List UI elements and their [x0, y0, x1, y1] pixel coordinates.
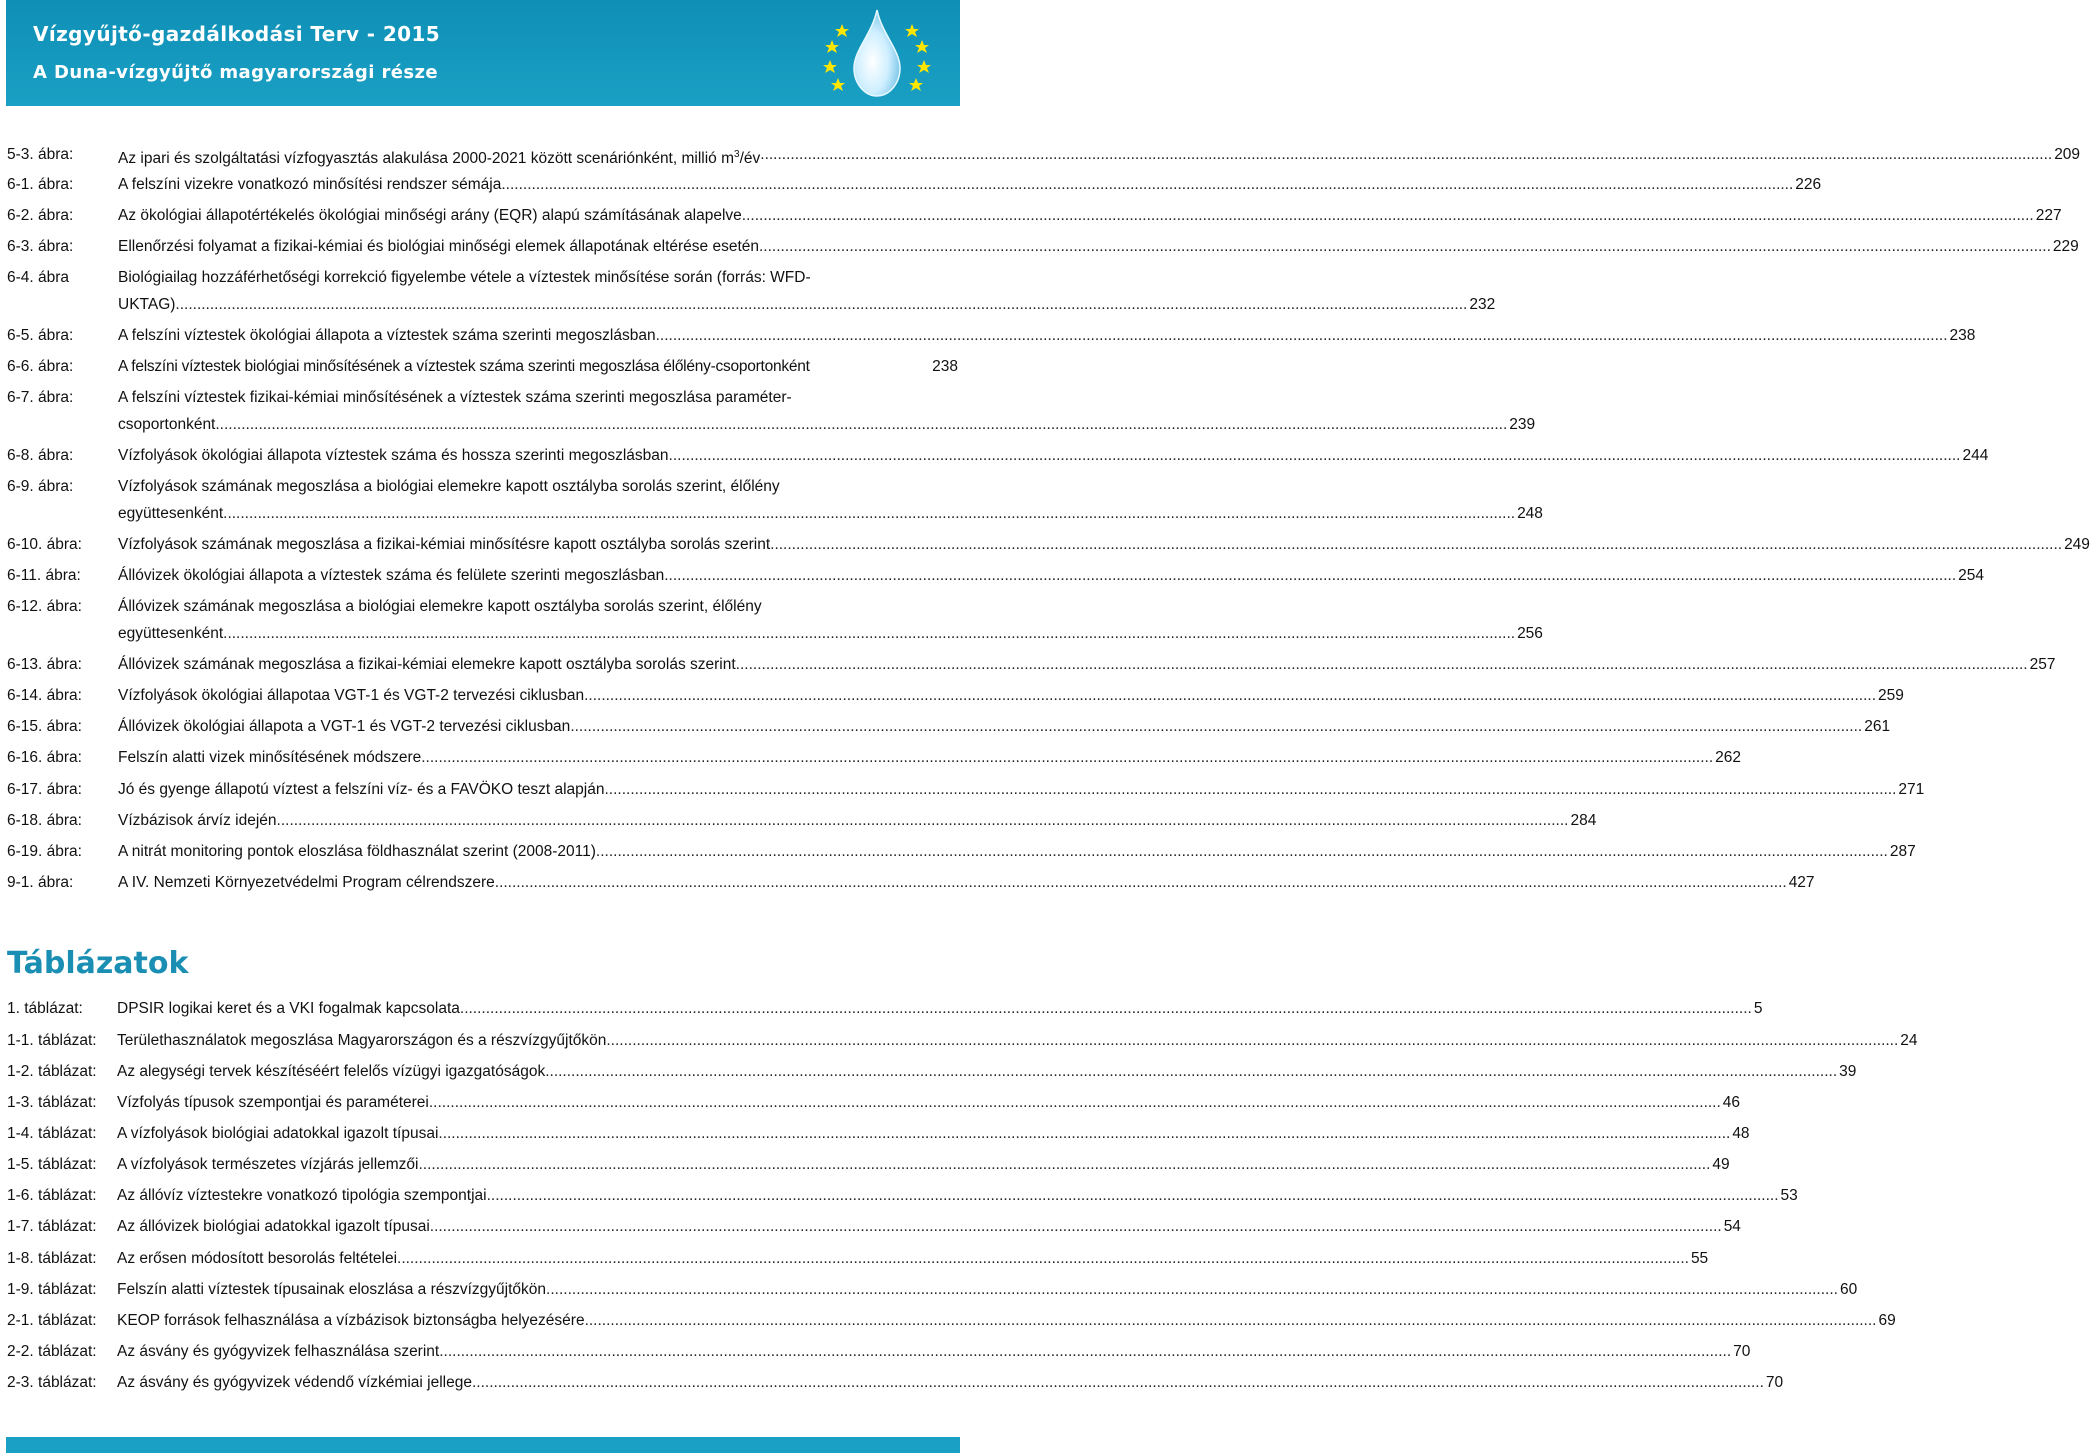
figure-entry-title: Állóvizek ökológiai állapota a víztestek száma és felülete szerinti megoszlásban — [118, 567, 665, 584]
figure-entry-page: 209 — [2054, 146, 2081, 163]
table-entry-title-line — [117, 1214, 1741, 1240]
figure-entry-label: 6-7. ábra: — [7, 389, 74, 406]
figure-entry-leader: ............................................................................................................................................................................................................................................................................................................ — [741, 207, 2034, 224]
table-entry-leader: ............................................................................................................................................................................................................................................................................................................ — [546, 1281, 1838, 1298]
table-entry-label: 1-4. táblázat: — [7, 1125, 97, 1142]
figure-entry-title-line — [118, 777, 1925, 803]
figure-entry-leader: ............................................................................................................................................................................................................................................................................................................ — [276, 812, 1569, 829]
table-entry-label: 1-8. táblázat: — [7, 1250, 97, 1267]
table-entry-page: 69 — [1878, 1312, 1896, 1329]
table-entry-title-line — [117, 1059, 1857, 1085]
figure-entry-page: 262 — [1715, 749, 1742, 766]
figure-entry-title: A nitrát monitoring pontok eloszlása földhasználat szerint (2008-2011) — [118, 843, 596, 860]
table-entry-page: 55 — [1690, 1250, 1709, 1267]
figure-entry-page: 256 — [1517, 625, 1543, 642]
figure-entry-page: 257 — [2029, 656, 2056, 673]
figure-entry-title-line — [118, 683, 1904, 709]
figure-entry-page: 239 — [1509, 416, 1536, 433]
figure-entry-page: 226 — [1795, 176, 1822, 193]
table-entry-title: Az állóvíz víztestekre vonatkozó tipológia szempontjai — [117, 1187, 487, 1204]
figure-entry-title: A felszíni vizekre vonatkozó minősítési rendszer sémája — [118, 176, 502, 193]
figure-entry-label: 6-12. ábra: — [7, 598, 82, 615]
figure-entry-label: 6-14. ábra: — [7, 687, 82, 704]
figure-entry-label: 6-18. ábra: — [7, 812, 82, 829]
table-entry-leader: ............................................................................................................................................................................................................................................................................................................ — [471, 1374, 1764, 1391]
figure-entry-page: 427 — [1788, 874, 1815, 891]
figure-entry-label: 6-6. ábra: — [7, 358, 74, 375]
figure-entry-label: 5-3. ábra: — [7, 146, 74, 163]
table-entry-label: 2-1. táblázat: — [7, 1312, 97, 1329]
figure-entry-title-line — [118, 142, 2081, 172]
table-entry-title: Területhasználatok megoszlása Magyarországon és a részvízgyűjtőkön — [117, 1032, 607, 1049]
table-entry-title-line — [117, 1028, 1918, 1054]
table-entry-title-line — [117, 1183, 1798, 1209]
table-entry-title-line — [117, 1090, 1741, 1116]
page-footer-bar — [6, 1437, 960, 1453]
figure-entry-label: 6-17. ábra: — [7, 781, 82, 798]
figure-entry-leader: ............................................................................................................................................................................................................................................................................................................ — [223, 505, 1516, 522]
figure-entry-title: A felszíni víztestek biológiai minősítésének a víztestek száma szerinti megoszlása élőlény-csoportonként — [118, 358, 810, 375]
figure-entry-leader: ............................................................................................................................................................................................................................................................................................................ — [604, 781, 1897, 798]
table-entry-title: Az alegységi tervek készítéséért felelős vízügyi igazgatóságok — [117, 1063, 546, 1080]
figure-entry-page: 232 — [1469, 296, 1496, 313]
table-entry-title: A vízfolyások természetes vízjárás jellemzői — [117, 1156, 419, 1173]
figure-entry-leader: ............................................................................................................................................................................................................................................................................................................ — [655, 327, 1948, 344]
figure-entry-title-line — [118, 745, 1742, 771]
figure-entry-title: Állóvizek számának megoszlása a biológiai elemekre kapott osztályba sorolás szerint, élőlény — [118, 598, 762, 615]
table-entry-title-line — [117, 1152, 1730, 1178]
table-entry-label: 2-2. táblázat: — [7, 1343, 97, 1360]
figure-entry-page: 259 — [1878, 687, 1904, 704]
table-entry-label: 2-3. táblázat: — [7, 1374, 97, 1391]
table-entry-title: Az állóvizek biológiai adatokkal igazolt típusai — [117, 1218, 430, 1235]
figure-entry-leader: ............................................................................................................................................................................................................................................................................................................ — [223, 625, 1516, 642]
figure-entry-title-continued: UKTAG) — [118, 296, 176, 313]
figure-entry-title-line — [118, 714, 1891, 740]
water-drop-eu-stars-logo — [802, 4, 952, 102]
table-entry-title: Az erősen módosított besorolás feltételei — [117, 1250, 398, 1267]
table-entry-page: 46 — [1722, 1094, 1741, 1111]
table-entry-title-line — [117, 1246, 1709, 1272]
figure-entry-title-line — [118, 323, 1976, 349]
figure-entry-page: 249 — [2064, 536, 2090, 553]
figure-entry-title: Az ökológiai állapotértékelés ökológiai minőségi arány (EQR) alapú számításának alapelve — [118, 207, 742, 224]
table-entry-page: 54 — [1723, 1218, 1741, 1235]
table-entry-label: 1-1. táblázat: — [7, 1032, 97, 1049]
figure-entry-page: 229 — [2052, 238, 2079, 255]
figure-entry-title-line — [118, 354, 958, 380]
figure-entry-title-line — [118, 412, 1536, 438]
tables-section-title: Táblázatok — [7, 946, 189, 981]
table-entry-page: 48 — [1732, 1125, 1750, 1142]
figure-entry-title-line — [118, 203, 2062, 229]
figure-entry-title: Vízbázisok árvíz idején — [118, 812, 277, 829]
table-entry-title-line — [117, 1121, 1750, 1147]
figure-entry-title-line — [118, 172, 1822, 198]
figure-entry-leader: ............................................................................................................................................................................................................................................................................................................ — [664, 567, 1957, 584]
figure-entry-label: 6-13. ábra: — [7, 656, 82, 673]
table-entry-leader: ............................................................................................................................................................................................................................................................................................................ — [459, 1000, 1752, 1017]
figure-entry-label: 6-9. ábra: — [7, 478, 74, 495]
table-entry-title: A vízfolyások biológiai adatokkal igazolt típusai — [117, 1125, 439, 1142]
table-entry-label: 1. táblázat: — [7, 1000, 83, 1017]
header-title: Vízgyűjtő-gazdálkodási Terv - 2015 — [33, 22, 441, 46]
table-entry-page: 24 — [1900, 1032, 1918, 1049]
table-entry-leader: ............................................................................................................................................................................................................................................................................................................ — [418, 1156, 1711, 1173]
figure-entry-page: 227 — [2035, 207, 2062, 224]
figure-entry-title-continued: csoportonként — [118, 416, 216, 433]
figure-entry-title: Vízfolyások számának megoszlása a biológiai elemekre kapott osztályba sorolás szerint, élőlény — [118, 478, 780, 495]
figure-entry-title: Állóvizek ökológiai állapota a VGT-1 és VGT-2 tervezési ciklusban — [118, 718, 571, 735]
table-entry-leader: ............................................................................................................................................................................................................................................................................................................ — [428, 1094, 1721, 1111]
figure-entry-title: A felszíni víztestek ökológiai állapota a víztestek száma szerinti megoszlásban — [118, 327, 656, 344]
figure-entry-title-line — [118, 839, 1916, 865]
table-entry-page: 60 — [1839, 1281, 1858, 1298]
figure-entry-leader: ............................................................................................................................................................................................................................................................................................................ — [668, 447, 1961, 464]
figure-entry-leader: ............................................................................................................................................................................................................................................................................................................ — [494, 874, 1787, 891]
table-entry-page: 5 — [1753, 1000, 1763, 1017]
table-entry-title-line — [117, 1308, 1896, 1334]
table-entry-leader: ............................................................................................................................................................................................................................................................................................................ — [486, 1187, 1779, 1204]
table-entry-title: Vízfolyás típusok szempontjai és paraméterei — [117, 1094, 429, 1111]
table-entry-title: DPSIR logikai keret és a VKI fogalmak kapcsolata — [117, 1000, 460, 1017]
figure-entry-title: Biológiailag hozzáférhetőségi korrekció figyelembe vétele a víztestek minősítése során (forrás: WFD- — [118, 269, 811, 286]
table-entry-leader: ............................................................................................................................................................................................................................................................................................................ — [584, 1312, 1877, 1329]
figure-entry-title-line — [118, 501, 1543, 527]
figure-entry-page: 284 — [1570, 812, 1597, 829]
figure-entry-label: 6-3. ábra: — [7, 238, 74, 255]
figure-entry-label: 6-15. ábra: — [7, 718, 82, 735]
table-entry-leader: ............................................................................................................................................................................................................................................................................................................ — [397, 1250, 1689, 1267]
figure-entry-title-line — [118, 621, 1543, 647]
table-entry-title-line — [117, 1277, 1858, 1303]
header-subtitle: A Duna-vízgyűjtő magyarországi része — [33, 62, 438, 83]
figure-entry-superscript: 3 — [734, 149, 740, 160]
figure-entry-title: Jó és gyenge állapotú víztest a felszíni víz- és a FAVÖKO teszt alapján — [118, 781, 605, 798]
table-entry-leader: ............................................................................................................................................................................................................................................................................................................ — [606, 1032, 1899, 1049]
figure-entry-label: 6-11. ábra: — [7, 567, 81, 584]
figure-entry-title-line — [118, 532, 2090, 558]
figure-entry-title: Vízfolyások ökológiai állapota víztestek száma és hossza szerinti megoszlásban — [118, 447, 669, 464]
figure-entry-title: Vízfolyások számának megoszlása a fizikai-kémiai minősítésre kapott osztályba sorolás szerint — [118, 536, 771, 553]
figure-entry-title-line — [118, 234, 2079, 260]
table-entry-label: 1-2. táblázat: — [7, 1063, 97, 1080]
figure-entry-title-line — [118, 652, 2056, 678]
figure-entry-leader: ............................................................................................................................................................................................................................................................................................................ — [175, 296, 1468, 313]
figure-entry-leader: ............................................................................................................................................................................................................................................................................................................ — [735, 656, 2028, 673]
figure-entry-page: 248 — [1517, 505, 1543, 522]
table-entry-label: 1-6. táblázat: — [7, 1187, 97, 1204]
table-entry-title-line — [117, 996, 1763, 1022]
figure-entry-title-line — [118, 808, 1597, 834]
figure-entry-title: Ellenőrzési folyamat a fizikai-kémiai és biológiai minőségi elemek állapotának eltérése esetén — [118, 238, 759, 255]
figure-entry-leader: ............................................................................................................................................................................................................................................................................................................ — [595, 843, 1888, 860]
figure-entry-title-continued: együttesenként — [118, 625, 224, 642]
figure-entry-leader: ............................................................................................................................................................................................................................................................................................................ — [501, 176, 1794, 193]
table-entry-page: 70 — [1733, 1343, 1751, 1360]
figure-entry-title: Állóvizek számának megoszlása a fizikai-kémiai elemekre kapott osztályba sorolás szerint — [118, 656, 736, 673]
figure-entry-page: 261 — [1864, 718, 1891, 735]
figure-entry-title-line — [118, 443, 1989, 469]
figure-entry-title: Felszín alatti vizek minősítésének módszere — [118, 749, 422, 766]
figure-entry-page: 238 — [932, 358, 958, 375]
figure-entry-title: A IV. Nemzeti Környezetvédelmi Program célrendszere — [118, 874, 495, 891]
table-entry-label: 1-7. táblázat: — [7, 1218, 97, 1235]
table-entry-page: 53 — [1780, 1187, 1798, 1204]
table-entry-title-line — [117, 1339, 1751, 1365]
figure-entry-page: 287 — [1889, 843, 1916, 860]
figure-entry-label: 6-8. ábra: — [7, 447, 74, 464]
figure-entry-leader: ............................................................................................................................................................................................................................................................................................................ — [570, 718, 1863, 735]
table-entry-title: KEOP források felhasználása a vízbázisok biztonságba helyezésére — [117, 1312, 585, 1329]
figure-entry-label: 9-1. ábra: — [7, 874, 74, 891]
figure-entry-leader: ............................................................................................................................................................................................................................................................................................................ — [421, 749, 1714, 766]
figure-entry-title: Az ipari és szolgáltatási vízfogyasztás alakulása 2000-2021 között scenáriónként, millió $m^3/év$ — [118, 149, 761, 168]
figure-entry-page: 271 — [1898, 781, 1925, 798]
figure-entry-leader: ............................................................................................................................................................................................................................................................................................................ — [215, 416, 1508, 433]
figure-entry-title: A felszíni víztestek fizikai-kémiai minősítésének a víztestek száma szerinti megoszlása paraméter- — [118, 389, 792, 406]
figure-entry-label: 6-5. ábra: — [7, 327, 74, 344]
table-entry-title: Az ásvány és gyógyvizek védendő vízkémiai jellege — [117, 1374, 472, 1391]
figure-entry-page: 238 — [1949, 327, 1976, 344]
figure-entry-title-suffix: /év — [739, 150, 761, 168]
table-entry-page: 49 — [1712, 1156, 1730, 1173]
figure-entry-leader: ............................................................................................................................................................................................................................................................................................................ — [770, 536, 2063, 553]
figure-entry-label: 6-19. ábra: — [7, 843, 82, 860]
figure-entry-leader: ............................................................................................................................................................................................................................................................................................................ — [760, 146, 2053, 163]
table-entry-leader: ............................................................................................................................................................................................................................................................................................................ — [429, 1218, 1722, 1235]
figure-entry-title-line — [118, 563, 1985, 589]
figure-entry-label: 6-4. ábra — [7, 269, 70, 286]
figure-entry-label: 6-2. ábra: — [7, 207, 74, 224]
figure-entry-title-continued: együttesenként — [118, 505, 224, 522]
figure-entry-leader: ............................................................................................................................................................................................................................................................................................................ — [759, 238, 2051, 255]
figure-entry-label: 6-1. ábra: — [7, 176, 74, 193]
table-entry-page: 70 — [1765, 1374, 1784, 1391]
table-entry-label: 1-9. táblázat: — [7, 1281, 97, 1298]
figure-entry-leader: ............................................................................................................................................................................................................................................................................................................ — [584, 687, 1877, 704]
table-entry-leader: ............................................................................................................................................................................................................................................................................................................ — [439, 1343, 1732, 1360]
table-entry-label: 1-3. táblázat: — [7, 1094, 97, 1111]
figure-entry-page: 244 — [1962, 447, 1989, 464]
table-entry-label: 1-5. táblázat: — [7, 1156, 97, 1173]
figure-entry-title-line — [118, 870, 1815, 896]
page-header — [6, 0, 960, 106]
table-entry-title-line — [117, 1370, 1784, 1396]
table-entry-leader: ............................................................................................................................................................................................................................................................................................................ — [438, 1125, 1731, 1142]
table-entry-leader: ............................................................................................................................................................................................................................................................................................................ — [545, 1063, 1838, 1080]
table-entry-title: Az ásvány és gyógyvizek felhasználása szerint — [117, 1343, 440, 1360]
figure-entry-leader — [810, 354, 930, 380]
table-entry-title: Felszín alatti víztestek típusainak eloszlása a részvízgyűjtőkön — [117, 1281, 547, 1298]
figure-entry-page: 254 — [1958, 567, 1985, 584]
figure-entry-label: 6-16. ábra: — [7, 749, 82, 766]
figure-entry-title: Vízfolyások ökológiai állapotaa VGT-1 és VGT-2 tervezési ciklusban — [118, 687, 585, 704]
figure-entry-label: 6-10. ábra: — [7, 536, 82, 553]
figure-entry-title-line — [118, 292, 1496, 318]
table-entry-page: 39 — [1839, 1063, 1857, 1080]
